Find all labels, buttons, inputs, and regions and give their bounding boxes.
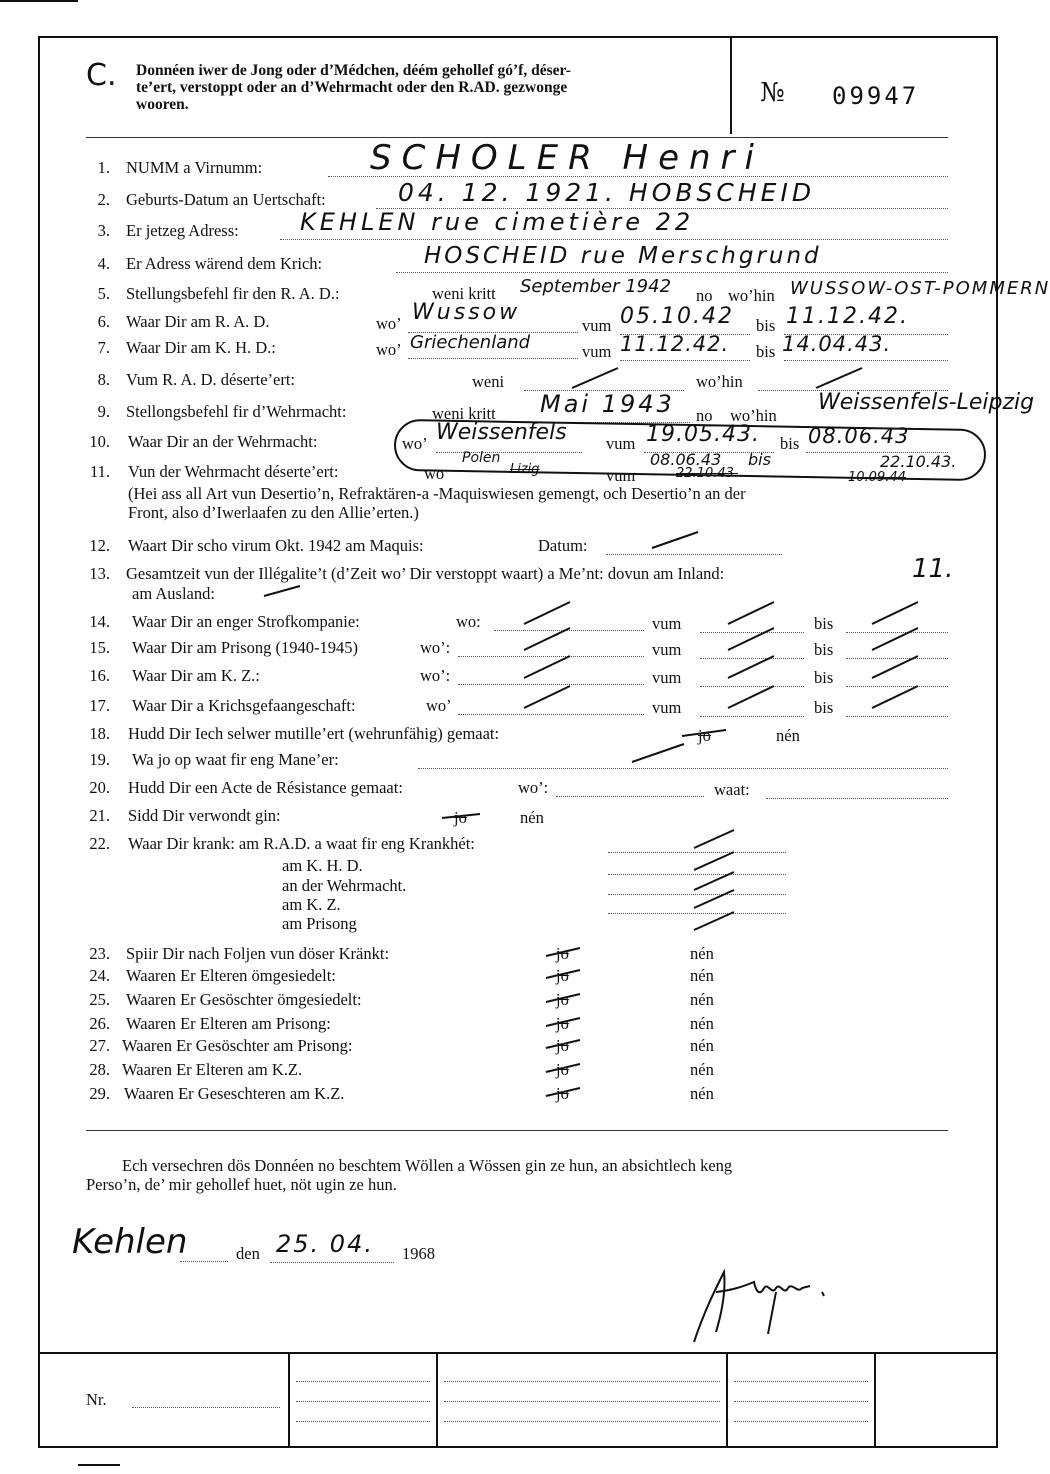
- wounded-nen: nén: [520, 808, 544, 827]
- nr-label: Nr.: [86, 1390, 107, 1409]
- name-value: SCHOLER Henri: [370, 138, 764, 178]
- row-index: 13.: [89, 564, 110, 583]
- name-label: NUMM a Virnumm:: [126, 158, 263, 177]
- slash-marks-wo: [520, 600, 574, 720]
- pow-bis: bis: [814, 698, 834, 717]
- parents-kz-jo: jo: [556, 1060, 569, 1079]
- row-index: 11.: [89, 462, 110, 481]
- rad-place: Wussow: [412, 300, 521, 325]
- rad-desert-weni: weni: [472, 372, 505, 391]
- illegality-label: Gesamtzeit vun der Illégalite’t (d’Zeit wo’ Dir verstoppt waart) a Me’nt: dovun am Inland:: [126, 564, 725, 583]
- row-index: 3.: [97, 221, 110, 240]
- siblings-kz-jo: jo: [556, 1084, 569, 1103]
- bottom-rule: [78, 1464, 120, 1466]
- rad-desert-wohin: wo’hin: [696, 372, 743, 391]
- rad-from: 05.10.42: [620, 304, 734, 329]
- sign-date: 25. 04.: [276, 1230, 374, 1258]
- footer-col: [288, 1352, 290, 1448]
- row-index: 6.: [97, 312, 110, 331]
- row-index: 26.: [89, 1014, 110, 1033]
- row-index: 24.: [89, 966, 110, 985]
- section-letter: C.: [86, 58, 117, 93]
- penal-company-bis: bis: [814, 614, 834, 633]
- manner-label: Wa jo op waat fir eng Mane’er:: [132, 750, 339, 769]
- desert-label: Vun der Wehrmacht déserte’ert:: [128, 462, 339, 481]
- parents-kz-label: Waaren Er Elteren am K.Z.: [122, 1060, 303, 1079]
- siblings-kz-nen: nén: [690, 1084, 714, 1103]
- address-value: KEHLEN rue cimetière 22: [300, 208, 695, 236]
- footer-col: [726, 1352, 728, 1448]
- declaration-line-1: Ech versechren dös Donnéen no beschtem Wöllen a Wössen gin ze hun, an absichtlech keng: [122, 1156, 733, 1175]
- footer-dots: [296, 1380, 430, 1382]
- row-index: 2.: [97, 190, 110, 209]
- maquis-label: Waart Dir scho virum Okt. 1942 am Maquis:: [128, 536, 424, 555]
- ill-prison-label: am Prisong: [282, 914, 357, 933]
- den-label: den: [236, 1244, 260, 1263]
- desert-note-line-1: (Hei ass all Art vun Desertio’n, Refraktären-a -Maquiswiesen gemengt, och Desertio’n an der: [128, 484, 746, 503]
- wehrmacht-bis: bis: [780, 434, 800, 453]
- footer-dots: [444, 1380, 720, 1382]
- parents-kz-nen: nén: [690, 1060, 714, 1079]
- wehrmacht-order-no: no: [696, 406, 713, 425]
- footer-col: [436, 1352, 438, 1448]
- rad-order-place: WUSSOW-OST-POMMERN: [790, 278, 1050, 299]
- desert-bis: bis: [748, 450, 771, 469]
- section-rule: [86, 1130, 948, 1131]
- footer-dots: [296, 1400, 430, 1402]
- row-index: 23.: [89, 944, 110, 963]
- rad-order-date: September 1942: [520, 276, 672, 297]
- heading-line-2: te’ert, verstoppt oder an d’Wehrmacht oder den R.AD. gezwonge: [136, 79, 568, 96]
- parents-prison-jo: jo: [556, 1014, 569, 1033]
- khd-wo: wo’: [376, 340, 402, 359]
- resistance-label: Hudd Dir een Acte de Résistance gemaat:: [128, 778, 403, 797]
- row-index: 16.: [89, 666, 110, 685]
- slash-mark: [814, 366, 864, 390]
- parents-prison-nen: nén: [690, 1014, 714, 1033]
- signature: [664, 1252, 834, 1352]
- rad-desert-label: Vum R. A. D. déserte’ert:: [126, 370, 296, 389]
- row-index: 20.: [89, 778, 110, 797]
- rad-to: 11.12.42.: [786, 304, 909, 329]
- wehrmacht-to: 08.06.43: [808, 424, 910, 448]
- footer-dots: [734, 1400, 868, 1402]
- penal-company-vum: vum: [652, 614, 682, 633]
- penal-company-wo: wo:: [456, 612, 481, 631]
- war-address-line: [396, 271, 948, 273]
- sign-year: 1968: [402, 1244, 435, 1263]
- birth-label: Geburts-Datum an Uertschaft:: [126, 190, 326, 209]
- row-index: 19.: [89, 750, 110, 769]
- row-index: 4.: [97, 254, 110, 273]
- desert-struck-place: Lizig: [510, 462, 540, 477]
- row-index: 12.: [89, 536, 110, 555]
- slash-mark: [570, 366, 620, 390]
- khd-bis: bis: [756, 342, 776, 361]
- strike-marks-jo: [544, 940, 584, 1110]
- khd-place: Griechenland: [410, 332, 531, 353]
- war-address-label: Er Adress wärend dem Krich:: [126, 254, 323, 273]
- header-divider: [730, 38, 732, 134]
- pow-vum: vum: [652, 698, 682, 717]
- desert-to: 22.10.43.: [880, 452, 957, 471]
- ill-label: Waar Dir krank: am R.A.D. a waat fir eng Krankhét:: [128, 834, 475, 853]
- desert-from: 08.06.43: [650, 450, 722, 469]
- khd-vum: vum: [582, 342, 612, 361]
- rad-order-wohin: wo’hin: [728, 286, 775, 305]
- rad-wo: wo’: [376, 314, 402, 333]
- consequences-jo: jo: [556, 944, 569, 963]
- slash-marks-bis: [868, 600, 922, 720]
- consequences-label: Spiir Dir nach Foljen vun döser Kränkt:: [126, 944, 390, 963]
- penal-company-label: Waar Dir an enger Strofkompanie:: [132, 612, 360, 631]
- slash-mark: [630, 742, 686, 764]
- row-index: 29.: [89, 1084, 110, 1103]
- row-index: 9.: [97, 402, 110, 421]
- parents-resettled-nen: nén: [690, 966, 714, 985]
- footer-dots: [444, 1420, 720, 1422]
- manner-line: [418, 767, 948, 769]
- rad-order-no: no: [696, 286, 713, 305]
- wehrmacht-order-wohin: wo’hin: [730, 406, 777, 425]
- kz-bis: bis: [814, 668, 834, 687]
- footer-col: [874, 1352, 876, 1448]
- mutilation-jo: jo: [698, 726, 711, 745]
- sign-place-line: [180, 1260, 228, 1262]
- prison-wo: wo’:: [420, 638, 451, 657]
- maquis-line: [606, 553, 782, 555]
- khd-wo-line: [408, 357, 578, 359]
- wehrmacht-order-label: Stellongsbefehl fir d’Wehrmacht:: [126, 402, 347, 421]
- sign-date-line: [270, 1261, 394, 1263]
- slash-marks-vum: [724, 600, 778, 720]
- footer-rule-bottom: [38, 1446, 998, 1448]
- address-line: [280, 238, 948, 240]
- resistance-waat-line: [766, 797, 948, 799]
- rad-order-weni: weni kritt: [432, 284, 496, 303]
- prison-vum: vum: [652, 640, 682, 659]
- row-index: 10.: [89, 432, 110, 451]
- birth-value: 04. 12. 1921. HOBSCHEID: [398, 178, 816, 207]
- pow-wo: wo’: [426, 696, 452, 715]
- resistance-wo: wo’:: [518, 778, 549, 797]
- wounded-jo: jo: [454, 808, 467, 827]
- heading-line-1: Donnéen iwer de Jong oder d’Médchen, déém gehollef gó’f, déser-: [136, 62, 571, 79]
- desert-place: Polen: [462, 450, 501, 466]
- row-index: 7.: [97, 338, 110, 357]
- wehrmacht-label: Waar Dir an der Wehrmacht:: [128, 432, 318, 451]
- row-index: 25.: [89, 990, 110, 1009]
- siblings-prison-label: Waaren Er Gesöschter am Prisong:: [122, 1036, 353, 1055]
- siblings-resettled-jo: jo: [556, 990, 569, 1009]
- desert-struck-from: 22.10.43.: [676, 466, 739, 481]
- slash-mark: [650, 530, 700, 550]
- parents-resettled-jo: jo: [556, 966, 569, 985]
- khd-to: 14.04.43.: [782, 332, 892, 356]
- footer-dots: [734, 1420, 868, 1422]
- row-index: 15.: [89, 638, 110, 657]
- prison-label: Waar Dir am Prisong (1940-1945): [132, 638, 358, 657]
- form-number: 09947: [832, 82, 920, 110]
- rad-label: Waar Dir am R. A. D.: [126, 312, 270, 331]
- desert-vum: vum: [606, 466, 636, 485]
- row-index: 8.: [97, 370, 110, 389]
- strike-mark: [680, 722, 730, 746]
- desert-note-line-2: Front, also d’Iwerlaafen zu den Allie’erten.): [128, 503, 419, 522]
- row-index: 27.: [89, 1036, 110, 1055]
- wehrmacht-vum: vum: [606, 434, 636, 453]
- desert-struck-to: 10.09.44: [848, 470, 906, 485]
- footer-dots: [296, 1420, 430, 1422]
- khd-label: Waar Dir am K. H. D.:: [126, 338, 276, 357]
- slash-mark: [262, 584, 302, 598]
- rad-vum: vum: [582, 316, 612, 335]
- desert-wo: wo: [424, 464, 445, 483]
- illegality-abroad-label: am Ausland:: [132, 584, 215, 603]
- rad-bis: bis: [756, 316, 776, 335]
- maquis-datum: Datum:: [538, 536, 588, 555]
- khd-bis-line: [784, 359, 948, 361]
- footer-dots: [734, 1380, 868, 1382]
- row-index: 21.: [89, 806, 110, 825]
- siblings-resettled-nen: nén: [690, 990, 714, 1009]
- wehrmacht-order-place: Weissenfels-Leipzig: [818, 390, 1035, 415]
- wounded-label: Sidd Dir verwondt gin:: [128, 806, 281, 825]
- wehrmacht-wo: wo’: [402, 434, 428, 453]
- kz-wo: wo’:: [420, 666, 451, 685]
- section-heading: [136, 62, 726, 113]
- declaration-line-2: Perso’n, de’ mir gehollef huet, nöt ugin ze hun.: [86, 1175, 397, 1194]
- desert-note: [128, 484, 746, 522]
- khd-from: 11.12.42.: [620, 332, 730, 356]
- row-index: 17.: [89, 696, 110, 715]
- resistance-waat: waat:: [714, 780, 750, 799]
- khd-vum-line: [620, 359, 750, 361]
- declaration: [86, 1156, 732, 1194]
- top-rule: [0, 0, 78, 2]
- row-index: 5.: [97, 284, 110, 303]
- address-label: Er jetzeg Adress:: [126, 221, 239, 240]
- kz-label: Waar Dir am K. Z.:: [132, 666, 260, 685]
- mutilation-label: Hudd Dir Iech selwer mutille’ert (wehrunfähig) gemaat:: [128, 724, 500, 743]
- mutilation-nen: nén: [776, 726, 800, 745]
- row-index: 1.: [97, 158, 110, 177]
- kz-vum: vum: [652, 668, 682, 687]
- rad-order-label: Stellungsbefehl fir den R. A. D.:: [126, 284, 340, 303]
- ill-kz-label: am K. Z.: [282, 895, 341, 914]
- parents-prison-label: Waaren Er Elteren am Prisong:: [126, 1014, 331, 1033]
- footer-rule-top: [38, 1352, 998, 1354]
- row-index: 28.: [89, 1060, 110, 1079]
- siblings-resettled-label: Waaren Er Gesöschter ömgesiedelt:: [126, 990, 362, 1009]
- nr-line: [132, 1406, 280, 1408]
- illegality-inland-value: 11.: [912, 554, 954, 584]
- heading-line-3: wooren.: [136, 96, 189, 113]
- consequences-nen: nén: [690, 944, 714, 963]
- wehrmacht-from: 19.05.43.: [646, 422, 760, 447]
- wehrmacht-place: Weissenfels: [436, 420, 567, 445]
- ill-khd-label: am K. H. D.: [282, 856, 363, 875]
- prison-bis: bis: [814, 640, 834, 659]
- number-sign: №: [760, 78, 785, 108]
- footer-dots: [444, 1400, 720, 1402]
- row-index: 14.: [89, 612, 110, 631]
- wehrmacht-order-weni: weni kritt: [432, 404, 496, 423]
- siblings-prison-jo: jo: [556, 1036, 569, 1055]
- slash-marks-ill: [690, 828, 740, 938]
- wehrmacht-order-date: Mai 1943: [540, 390, 675, 418]
- siblings-kz-label: Waaren Er Geseschteren am K.Z.: [124, 1084, 345, 1103]
- parents-resettled-label: Waaren Er Elteren ömgesiedelt:: [126, 966, 336, 985]
- row-index: 18.: [89, 724, 110, 743]
- row-index: 22.: [89, 834, 110, 853]
- sign-place: Kehlen: [72, 1222, 188, 1262]
- war-address-value: HOSCHEID rue Merschgrund: [424, 243, 822, 269]
- resistance-wo-line: [556, 795, 704, 797]
- strike-mark: [440, 806, 484, 826]
- ill-wehrmacht-label: an der Wehrmacht.: [282, 876, 407, 895]
- pow-label: Waar Dir a Krichsgefaangeschaft:: [132, 696, 356, 715]
- siblings-prison-nen: nén: [690, 1036, 714, 1055]
